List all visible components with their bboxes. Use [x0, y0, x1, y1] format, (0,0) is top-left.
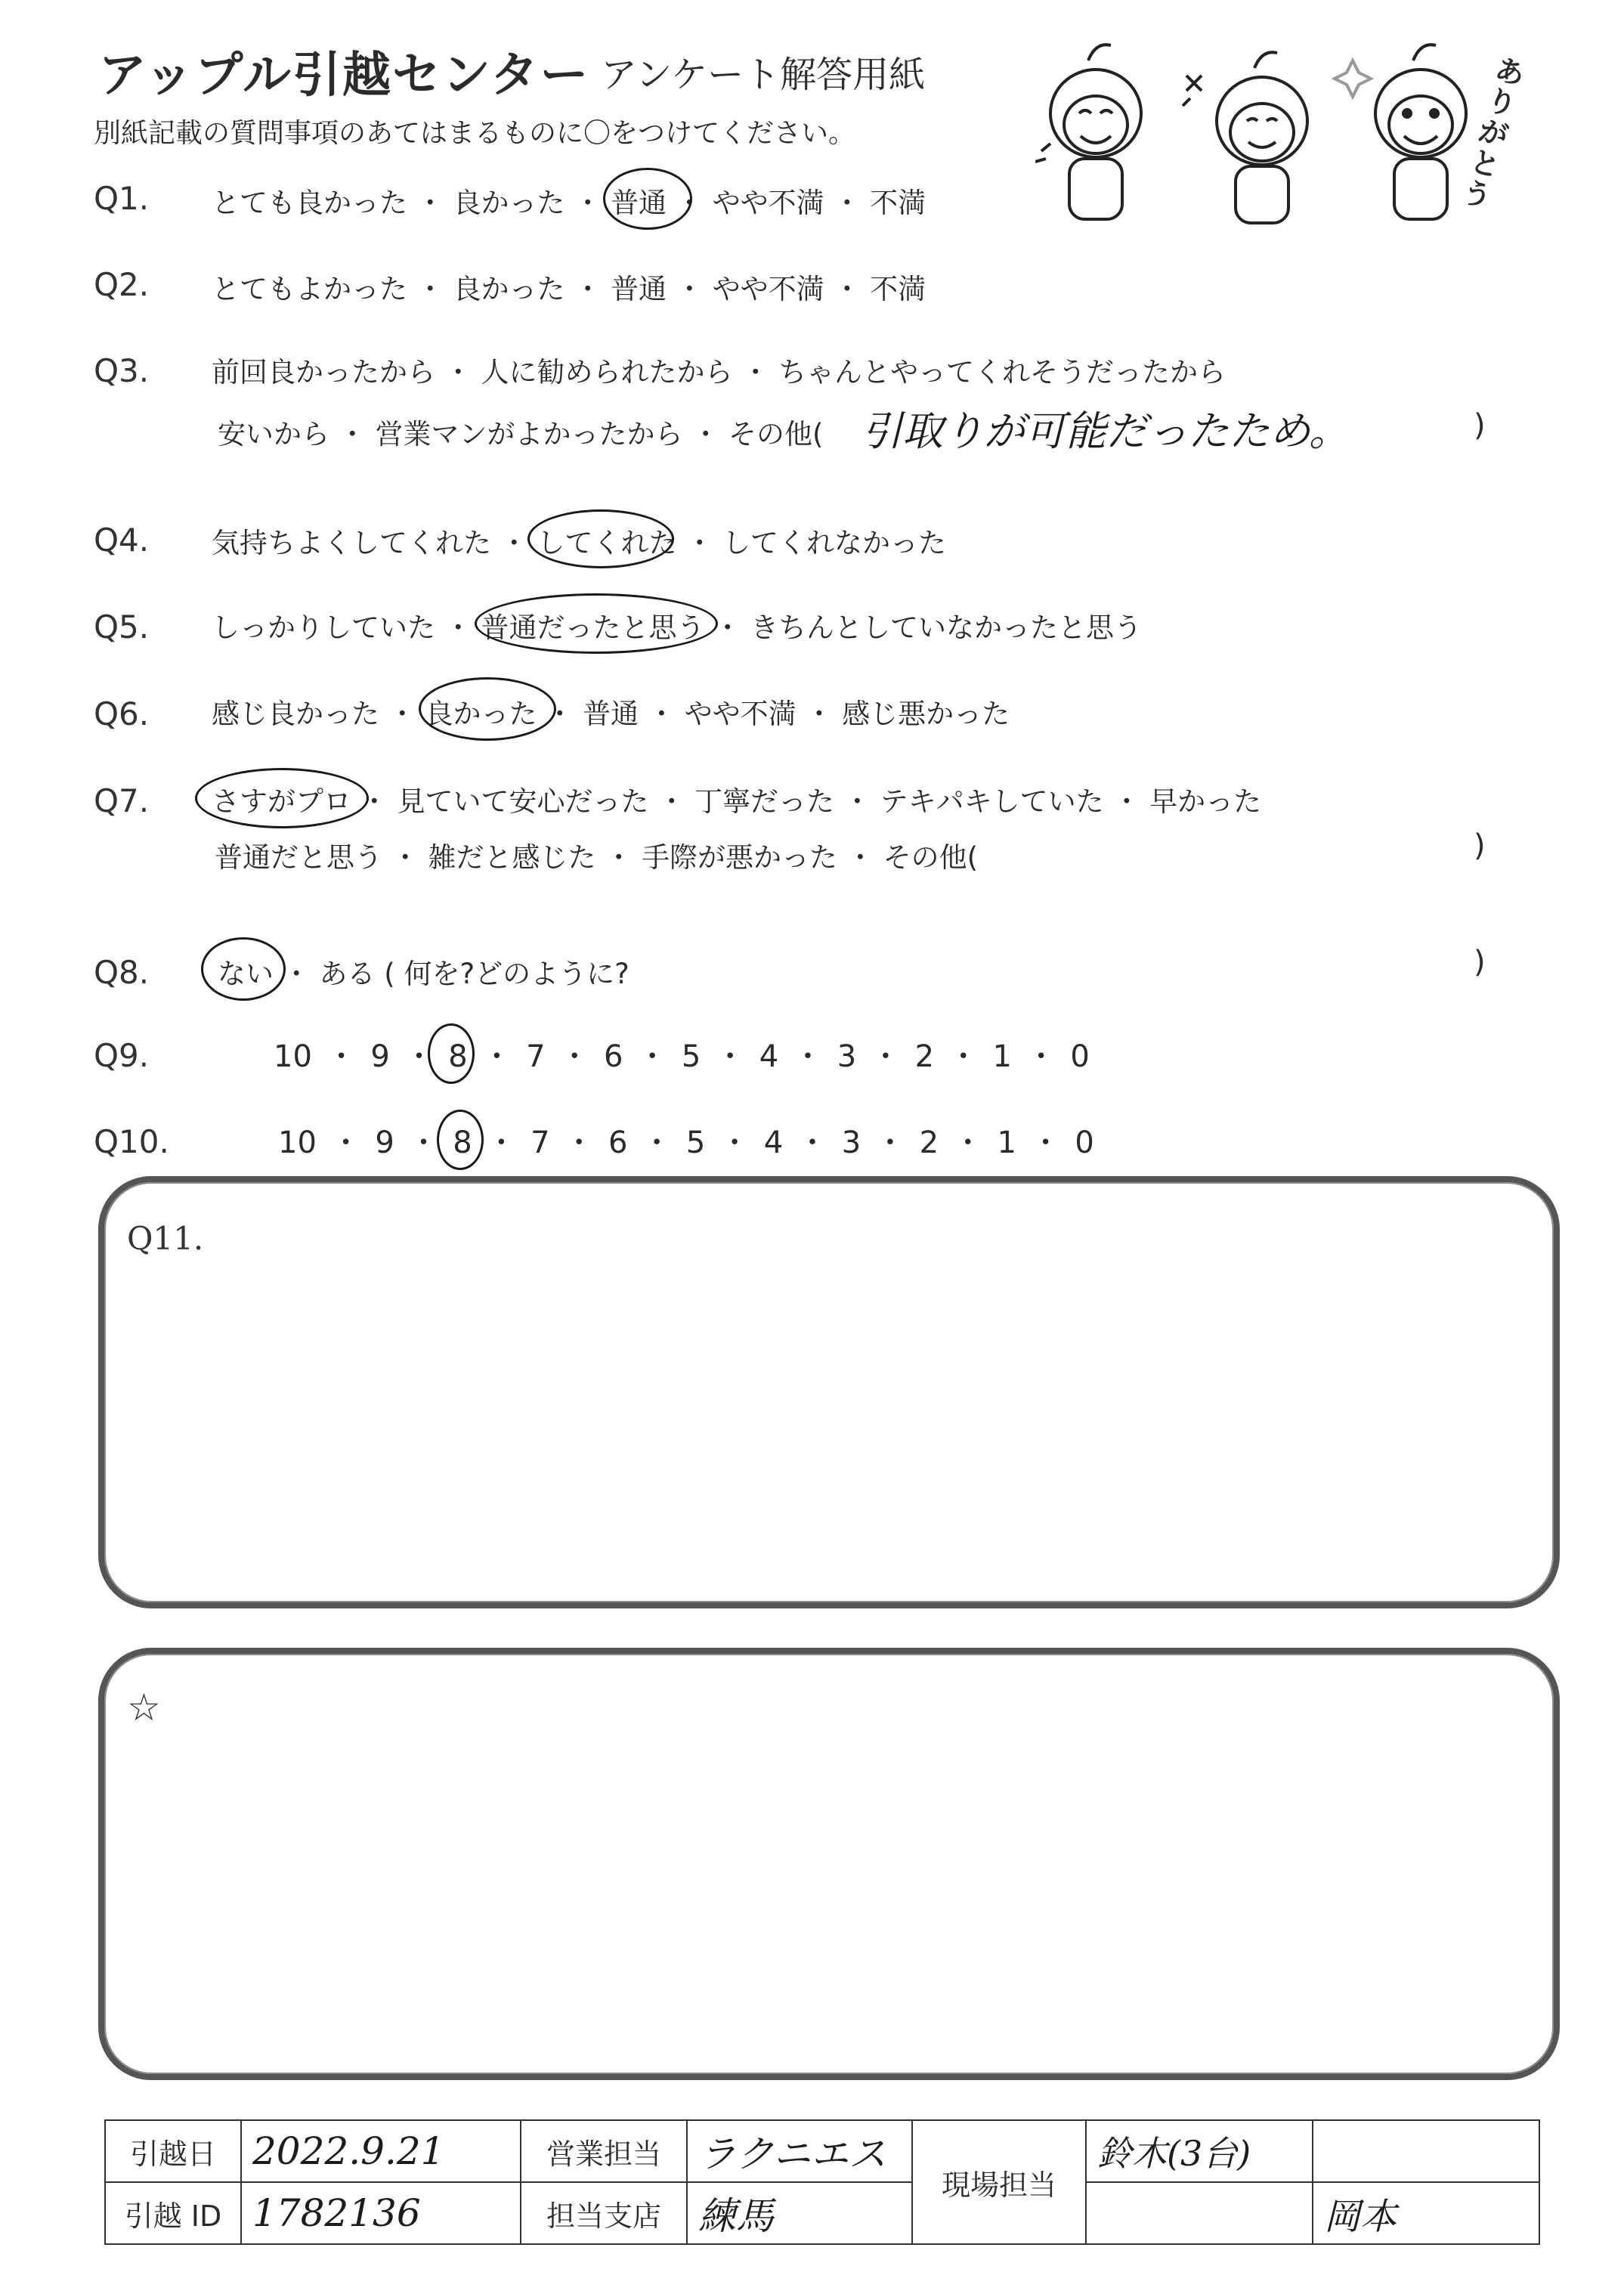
site-label: 現場担当 — [912, 2120, 1086, 2244]
move-id-handwritten: 1782136 — [252, 2191, 421, 2235]
q9-label: Q9. — [94, 1037, 150, 1074]
q7-option-6[interactable]: 普通だと思う — [215, 841, 382, 874]
q1-selection-circle — [603, 168, 692, 230]
q10-score-4[interactable]: 4 — [763, 1125, 784, 1160]
q8-option-2[interactable]: ある — [319, 958, 376, 990]
q3-option-2[interactable]: 人に勧められたから — [481, 356, 733, 389]
q2-option-3[interactable]: 普通 — [611, 273, 667, 305]
q6-option-1[interactable]: 感じ良かった — [212, 698, 379, 730]
q7-option-3[interactable]: 丁寧だった — [694, 785, 835, 818]
q2-label: Q2. — [94, 266, 150, 303]
survey-subtitle: アンケート解答用紙 — [601, 54, 926, 96]
q9-score-7[interactable]: 7 — [526, 1039, 546, 1074]
survey-title: アップル引越センター — [98, 48, 590, 104]
q4-label: Q4. — [94, 522, 150, 559]
q8-selection-circle — [201, 937, 286, 1001]
q9-score-3[interactable]: 3 — [837, 1039, 857, 1074]
q10-score-0[interactable]: 0 — [1075, 1125, 1094, 1160]
q1-label: Q1. — [94, 180, 150, 217]
q5-option-1[interactable]: しっかりしていた — [212, 611, 435, 644]
site-handwritten-2: 岡本 — [1324, 2195, 1397, 2238]
q7-option-5[interactable]: 早かった — [1149, 785, 1262, 818]
site-handwritten-1: 鈴木(3台) — [1097, 2133, 1251, 2174]
star-comment-box[interactable] — [98, 1648, 1560, 2080]
q6-label: Q6. — [94, 695, 150, 732]
q7-options-line1: さすがプロ ・ 見ていて安心だった ・ 丁寧だった ・ テキパキしていた ・ 早かった — [212, 785, 1262, 818]
mascot-illustration — [1035, 30, 1519, 234]
q3-label: Q3. — [94, 352, 150, 389]
q8-option-1[interactable]: ない — [218, 958, 274, 990]
q9-selection-circle — [428, 1023, 475, 1084]
q2-option-5[interactable]: 不満 — [870, 273, 926, 305]
q6-selection-circle — [419, 677, 556, 741]
q5-options: しっかりしていた ・ 普通だったと思う ・ きちんとしていなかったと思う — [212, 611, 1143, 644]
q10-score-10[interactable]: 10 — [278, 1125, 317, 1160]
q2-options: とてもよかった ・ 良かった ・ 普通 ・ やや不満 ・ 不満 — [212, 273, 926, 305]
q10-label: Q10. — [94, 1123, 169, 1160]
q10-score-5[interactable]: 5 — [685, 1125, 706, 1160]
q10-score-9[interactable]: 9 — [375, 1125, 394, 1160]
q10-selection-circle — [437, 1110, 484, 1170]
q6-option-2[interactable]: 良かった — [425, 698, 537, 730]
q3-option-4[interactable]: 安いから — [218, 418, 329, 450]
q3-option-5[interactable]: 営業マンがよかったから — [375, 418, 683, 450]
q6-options: 感じ良かった ・ 良かった ・ 普通 ・ やや不満 ・ 感じ悪かった — [212, 698, 1010, 730]
q9-score-5[interactable]: 5 — [681, 1039, 701, 1074]
q4-selection-circle — [527, 509, 674, 568]
q9-score-10[interactable]: 10 — [274, 1039, 312, 1074]
move-id-value[interactable] — [241, 2182, 521, 2244]
q3-other-handwritten[interactable]: 引取りが可能だったため。 — [861, 407, 1350, 455]
site-value-2[interactable] — [1313, 2182, 1539, 2244]
q8-close-paren: ) — [1474, 945, 1486, 980]
move-date-value[interactable] — [241, 2120, 521, 2182]
q7-options-line2: 普通だと思う ・ 雑だと感じた ・ 手際が悪かった ・ その他( — [215, 841, 979, 874]
q9-score-6[interactable]: 6 — [604, 1039, 623, 1074]
site-value-extra[interactable] — [1313, 2120, 1539, 2182]
q5-option-2[interactable]: 普通だったと思う — [481, 611, 705, 644]
q7-option-2[interactable]: 見ていて安心だった — [397, 785, 649, 818]
q10-score-2[interactable]: 2 — [919, 1125, 939, 1160]
q10-score-8[interactable]: 8 — [453, 1125, 472, 1160]
q4-option-1[interactable]: 気持ちよくしてくれた — [212, 527, 491, 559]
q5-option-3[interactable]: きちんとしていなかったと思う — [750, 611, 1143, 644]
q10-score-6[interactable]: 6 — [608, 1125, 628, 1160]
q7-close-paren: ) — [1474, 828, 1486, 863]
move-date-label: 引越日 — [105, 2120, 241, 2182]
q7-option-1[interactable]: さすがプロ — [212, 785, 351, 818]
q2-option-2[interactable]: 良かった — [453, 273, 565, 305]
q7-option-8[interactable]: 手際が悪かった — [642, 841, 838, 874]
move-date-handwritten: 2022.9.21 — [252, 2129, 445, 2173]
branch-label: 担当支店 — [521, 2182, 687, 2244]
q8-options: ない ・ ある ( 何を?どのように? — [218, 958, 629, 990]
q1-options: とても良かった ・ 良かった ・ 普通 ・ やや不満 ・ 不満 — [212, 187, 926, 219]
q7-option-4[interactable]: テキパキしていた — [880, 785, 1104, 818]
thanks-text: ありがとう — [1459, 52, 1528, 215]
q4-option-2[interactable]: してくれた — [537, 527, 677, 559]
sales-label: 営業担当 — [521, 2120, 687, 2182]
q6-option-5[interactable]: 感じ悪かった — [842, 698, 1010, 730]
star-icon: ☆ — [127, 1686, 161, 1729]
q4-option-3[interactable]: してくれなかった — [722, 527, 947, 559]
move-id-label: 引越 ID — [105, 2182, 241, 2244]
site-value-1[interactable] — [1086, 2120, 1313, 2182]
monkey-mascots-icon — [1035, 30, 1519, 234]
q1-option-4[interactable]: やや不満 — [712, 187, 824, 219]
q7-option-7[interactable]: 雑だと感じた — [428, 841, 596, 874]
q3-options-line2: 安いから ・ 営業マンがよかったから ・ その他( — [218, 418, 824, 450]
q9-score-9[interactable]: 9 — [370, 1039, 390, 1074]
site-value-blank[interactable] — [1086, 2182, 1313, 2244]
q11-label: Q11. — [127, 1220, 204, 1257]
q11-comment-box[interactable] — [98, 1176, 1560, 1608]
q3-option-1[interactable]: 前回良かったから — [212, 356, 435, 389]
branch-value[interactable] — [687, 2182, 912, 2244]
q5-label: Q5. — [94, 608, 150, 645]
q3-other-label: その他( — [728, 418, 824, 450]
q2-option-1[interactable]: とてもよかった — [212, 273, 407, 305]
q10-score-1[interactable]: 1 — [997, 1125, 1016, 1160]
q6-option-4[interactable]: やや不満 — [684, 698, 797, 730]
q4-options: 気持ちよくしてくれた ・ してくれた ・ してくれなかった — [212, 527, 947, 559]
q10-score-7[interactable]: 7 — [531, 1125, 550, 1160]
q3-close-paren: ) — [1474, 408, 1486, 443]
q5-selection-circle — [475, 593, 718, 654]
q9-score-1[interactable]: 1 — [992, 1039, 1012, 1074]
q8-label: Q8. — [94, 954, 150, 991]
q10-scale: 10 ・ 9 ・ 8 ・ 7 ・ 6 ・ 5 ・ 4 ・ 3 ・ 2 ・ 1 ・ 0 — [278, 1125, 1094, 1160]
instruction-text: 別紙記載の質問事項のあてはまるものに〇をつけてください。 — [94, 118, 856, 149]
q10-score-3[interactable]: 3 — [841, 1125, 861, 1160]
q7-label: Q7. — [94, 782, 150, 819]
q9-score-2[interactable]: 2 — [914, 1039, 935, 1074]
q1-option-2[interactable]: 良かった — [453, 187, 565, 219]
q9-score-4[interactable]: 4 — [759, 1039, 779, 1074]
sales-handwritten: ラクニエス — [698, 2132, 886, 2176]
q1-option-3[interactable]: 普通 — [611, 187, 667, 219]
q2-option-4[interactable]: やや不満 — [712, 273, 824, 305]
q9-score-0[interactable]: 0 — [1070, 1039, 1090, 1074]
q7-selection-circle — [195, 768, 369, 828]
q7-other-label: その他( — [883, 841, 979, 874]
q8-extra-text: ( 何を?どのように? — [384, 958, 629, 990]
sales-value[interactable] — [687, 2120, 912, 2182]
info-table — [104, 2119, 1540, 2245]
q9-scale: 10 ・ 9 ・ 8 ・ 7 ・ 6 ・ 5 ・ 4 ・ 3 ・ 2 ・ 1 ・ 0 — [274, 1039, 1090, 1074]
q1-option-1[interactable]: とても良かった — [212, 187, 407, 219]
q9-score-8[interactable]: 8 — [448, 1039, 468, 1074]
q3-options-line1: 前回良かったから ・ 人に勧められたから ・ ちゃんとやってくれそうだったから — [212, 356, 1227, 389]
q6-option-3[interactable]: 普通 — [583, 698, 639, 730]
branch-handwritten: 練馬 — [698, 2194, 774, 2238]
q1-option-5[interactable]: 不満 — [870, 187, 926, 219]
q3-option-3[interactable]: ちゃんとやってくれそうだったから — [778, 356, 1227, 389]
